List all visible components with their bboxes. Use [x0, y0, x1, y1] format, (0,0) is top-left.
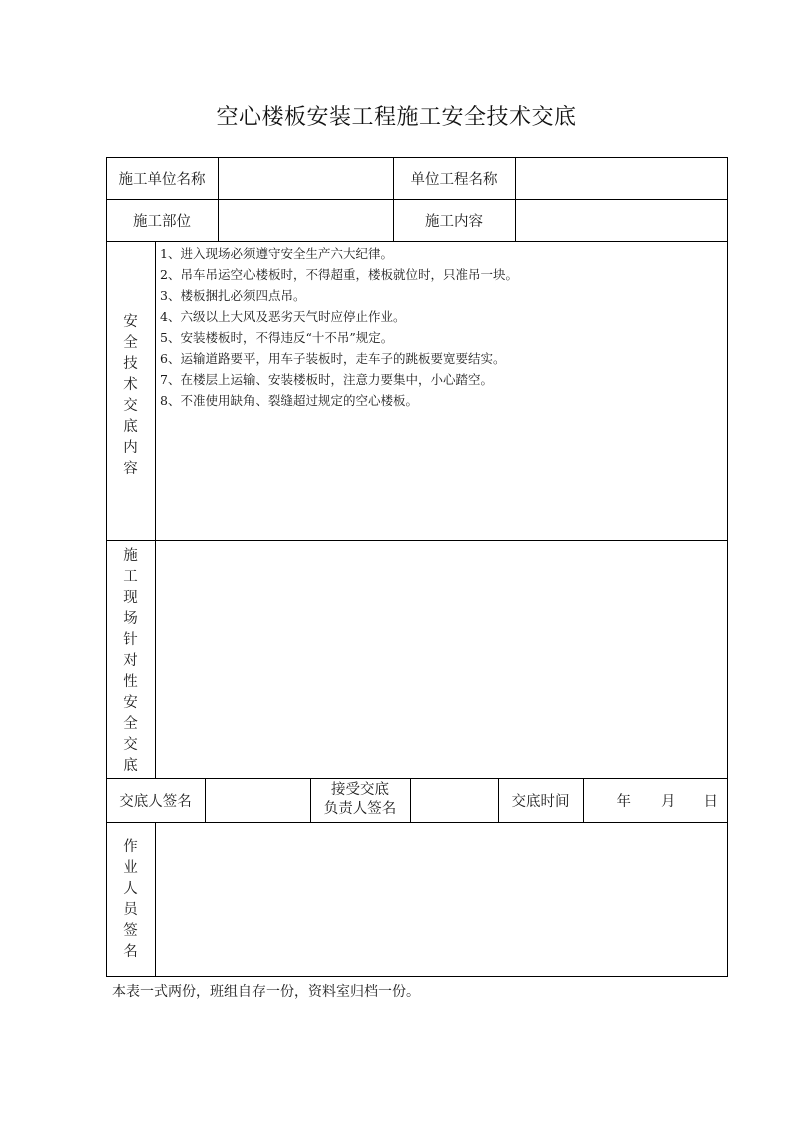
disclosure-time-label: 交底时间	[511, 793, 570, 810]
site-safety-label: 施 工 现 场 针 对 性 安 全 交 底	[123, 547, 138, 774]
project-name-label: 单位工程名称	[410, 171, 498, 188]
site-safety-content-field[interactable]	[155, 540, 728, 778]
safety-items-list	[160, 243, 518, 411]
discloser-signature-field[interactable]	[205, 778, 310, 822]
receiver-signature-field[interactable]	[410, 778, 498, 822]
row-divider	[106, 241, 728, 242]
workers-signature-field[interactable]	[155, 822, 728, 977]
document-title: 空心楼板安装工程施工安全技术交底	[216, 105, 577, 130]
safety-item: 6、运输道路要平，用车子装板时，走车子的跳板要宽要结实。	[160, 351, 506, 366]
construction-location-label: 施工部位	[133, 213, 191, 230]
year-label: 年	[616, 793, 631, 810]
disclosure-date-field[interactable]	[583, 778, 728, 822]
safety-item: 8、不准使用缺角、裂缝超过规定的空心楼板。	[160, 393, 418, 408]
project-name-field[interactable]	[515, 157, 728, 199]
receiver-signature-label: 接受交底 负责人签名	[323, 782, 397, 817]
safety-item: 3、楼板捆扎必须四点吊。	[160, 288, 306, 303]
day-label: 日	[703, 793, 718, 810]
footer-note: 本表一式两份，班组自存一份，资料室归档一份。	[112, 984, 420, 1000]
workers-signature-label: 作 业 人 员 签 名	[123, 838, 138, 960]
month-label: 月	[661, 793, 676, 810]
safety-content-label: 安 全 技 术 交 底 内 容	[123, 313, 138, 477]
construction-unit-label: 施工单位名称	[118, 171, 206, 188]
construction-content-field[interactable]	[515, 199, 728, 241]
safety-item: 4、六级以上大风及恶劣天气时应停止作业。	[160, 309, 406, 324]
construction-location-field[interactable]	[218, 199, 393, 241]
safety-item: 2、吊车吊运空心楼板时，不得超重，楼板就位时，只准吊一块。	[160, 267, 518, 282]
safety-item: 5、安装楼板时，不得违反“十不吊”规定。	[160, 330, 394, 345]
construction-content-label: 施工内容	[425, 213, 483, 230]
safety-item: 1、进入现场必须遵守安全生产六大纪律。	[160, 246, 393, 261]
discloser-signature-label: 交底人签名	[119, 793, 192, 810]
construction-unit-field[interactable]	[218, 157, 393, 199]
safety-item: 7、在楼层上运输、安装楼板时，注意力要集中，小心踏空。	[160, 372, 493, 387]
